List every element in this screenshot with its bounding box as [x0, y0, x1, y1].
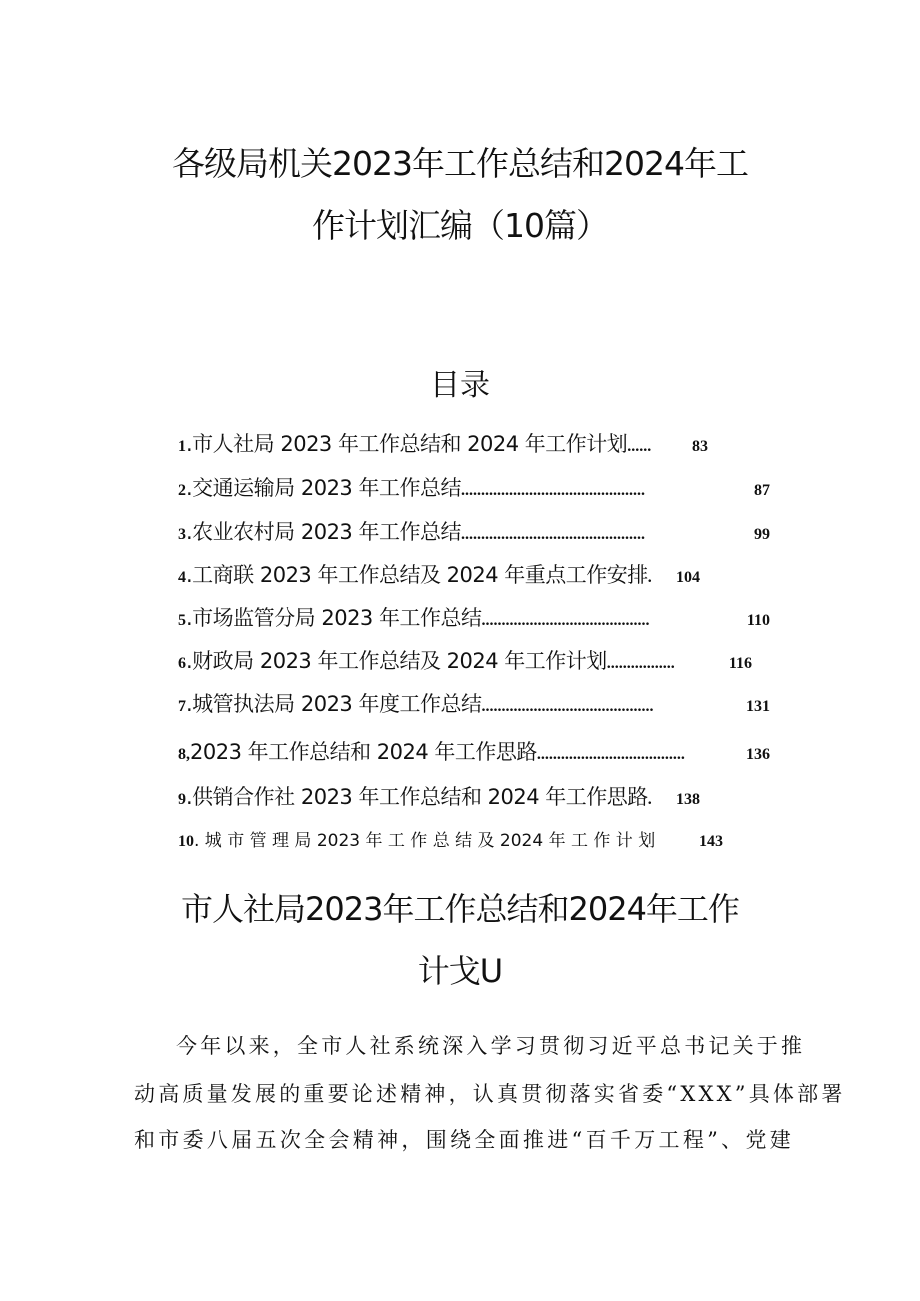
toc-entry-8[interactable]: [178, 736, 770, 766]
toc-entry-leader: .: [647, 791, 652, 808]
toc-entry-6[interactable]: [178, 645, 752, 675]
toc-entry-10[interactable]: [178, 826, 723, 856]
toc-entry-page: 87: [754, 482, 770, 499]
section-title-line-2: 计戈U: [417, 952, 503, 990]
toc-entry-number: 6: [178, 655, 186, 672]
toc-entry-7[interactable]: [178, 688, 770, 718]
toc-entry-title: .工商联 2023 年工作总结及 2024 年重点工作安排: [186, 563, 648, 587]
toc-entry-2[interactable]: [178, 472, 770, 502]
toc-entry-title: .交通运输局 2023 年工作总结: [186, 476, 461, 500]
toc-entry-number: 4: [178, 569, 186, 586]
toc-entry-number: 8,: [178, 746, 190, 763]
toc-entry-4[interactable]: [178, 559, 700, 589]
toc-entry-title: 2023 年工作总结和 2024 年工作思路: [190, 740, 537, 764]
section-title-line-1: 市人社局2023年工作总结和2024年工作: [181, 890, 739, 928]
toc-entry-leader: ..........................................: [481, 612, 650, 629]
document-title-line-1: 各级局机关2023年工作总结和2024年工: [172, 144, 748, 183]
toc-entry-title: .供销合作社 2023 年工作总结和 2024 年工作思路: [186, 785, 648, 809]
toc-entry-title: .财政局 2023 年工作总结及 2024 年工作计划: [186, 649, 607, 673]
toc-entry-3[interactable]: [178, 516, 770, 546]
toc-entry-page: 131: [746, 698, 770, 715]
toc-entry-number: 5: [178, 612, 186, 629]
toc-entry-page: 136: [746, 746, 770, 763]
toc-heading: 目录: [430, 368, 490, 403]
toc-entry-leader: .....................................: [536, 746, 685, 763]
toc-entry-9[interactable]: [178, 781, 700, 811]
toc-entry-title: .农业农村局 2023 年工作总结: [186, 520, 461, 544]
toc-entry-page: 104: [676, 569, 700, 586]
toc-entry-leader: ..............................................: [460, 482, 645, 499]
toc-entry-page: 138: [676, 791, 700, 808]
toc-entry-number: 2: [178, 482, 186, 499]
toc-entry-number: 10: [178, 833, 194, 850]
toc-entry-leader: .: [647, 569, 652, 586]
body-text-line-2: 动高质量发展的重要论述精神，认真贯彻落实省委“XXX”具体部署: [134, 1082, 846, 1106]
body-text-line-3: 和市委八届五次全会精神，围绕全面推进“百千万工程”、党建: [134, 1128, 794, 1152]
toc-entry-number: 1: [178, 438, 186, 455]
toc-entry-title: .市场监管分局 2023 年工作总结: [186, 606, 482, 630]
toc-entry-title: .城管执法局 2023 年度工作总结: [186, 692, 482, 716]
toc-entry-leader: ..............................................: [460, 526, 645, 543]
toc-entry-page: 110: [746, 612, 770, 629]
body-text-line-1: 今年以来，全市人社系统深入学习贯彻习近平总书记关于推: [176, 1034, 806, 1058]
toc-entry-number: 9: [178, 791, 186, 808]
toc-entry-1[interactable]: [178, 428, 708, 458]
toc-entry-5[interactable]: [178, 602, 770, 632]
toc-entry-title: .市人社局 2023 年工作总结和 2024 年工作计划: [186, 432, 628, 456]
document-title-line-2: 作计划汇编（10篇）: [312, 206, 608, 245]
toc-entry-page: 143: [699, 833, 723, 850]
toc-entry-leader: ......: [627, 438, 652, 455]
toc-entry-number: 3: [178, 526, 186, 543]
toc-entry-title: . 城 市 管 理 局 2023 年 工 作 总 结 及 2024 年 工 作 计 划: [194, 831, 656, 851]
toc-entry-leader: ...........................................: [481, 698, 654, 715]
toc-entry-page: 99: [754, 526, 770, 543]
toc-entry-page: 116: [728, 655, 752, 672]
toc-entry-page: 83: [692, 438, 708, 455]
toc-entry-number: 7: [178, 698, 186, 715]
toc-entry-leader: .................: [606, 655, 675, 672]
